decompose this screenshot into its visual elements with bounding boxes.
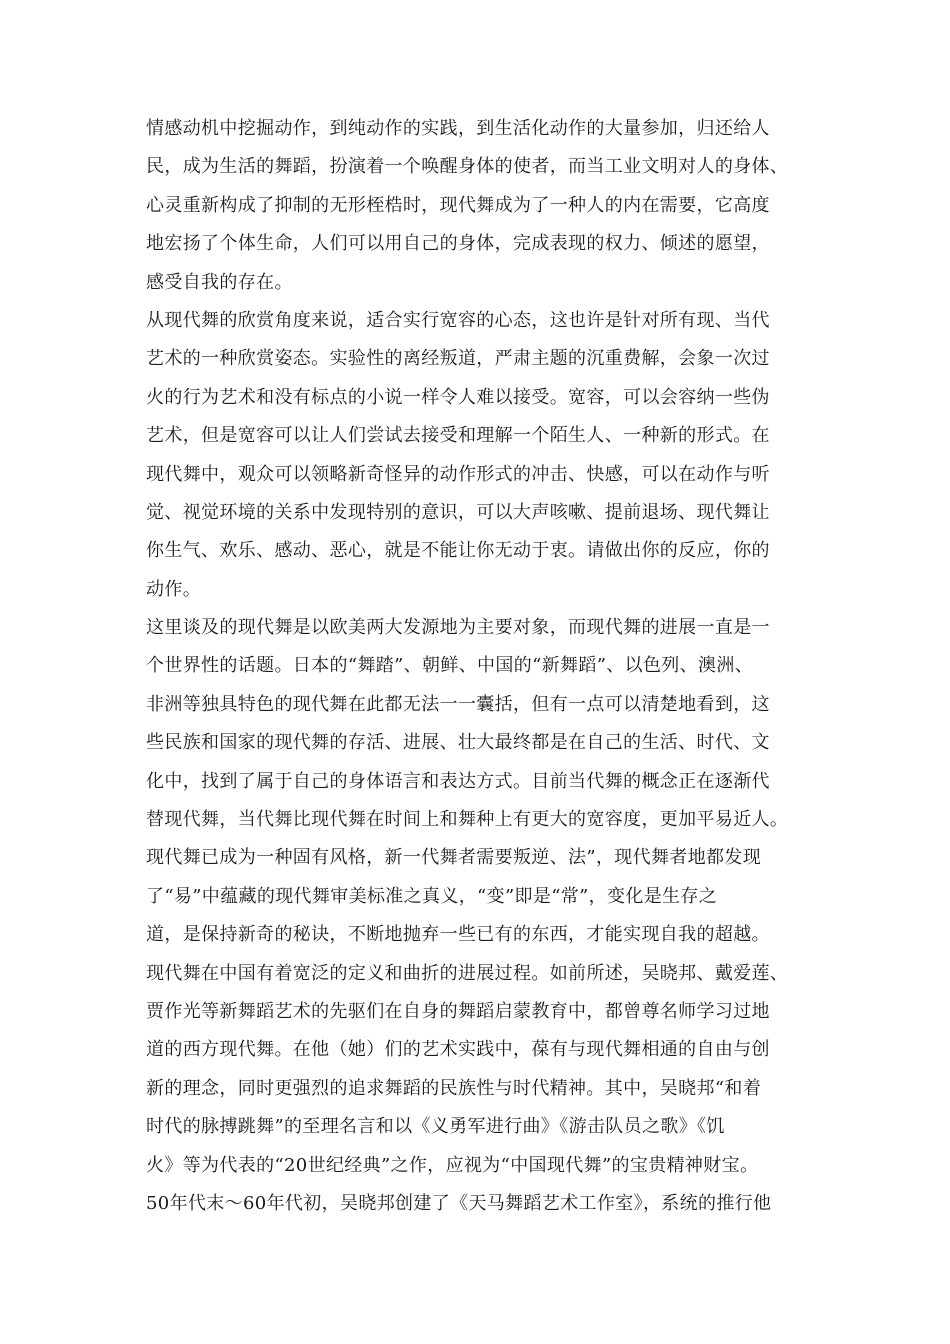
text-line: 了“易”中蕴藏的现代舞审美标准之真义，“变”即是“常”，变化是生存之	[146, 885, 718, 907]
text-line: 地宏扬了个体生命，人们可以用自己的身体，完成表现的权力、倾述的愿望，	[146, 233, 770, 255]
text-line: 非洲等独具特色的现代舞在此都无法一一囊括，但有一点可以清楚地看到，这	[146, 693, 770, 715]
text-line: 道，是保持新奇的秘诀，不断地抛弃一些已有的东西，才能实现自我的超越。	[146, 924, 770, 946]
text-line: 新的理念，同时更强烈的追求舞蹈的民族性与时代精神。其中，吴晓邦“和着	[146, 1077, 762, 1099]
text-line: 火》等为代表的“20世纪经典”之作，应视为“中国现代舞”的宝贵精神财宝。	[146, 1154, 759, 1176]
paragraph-4	[146, 955, 810, 1224]
text-line: 现代舞已成为一种固有风格，新一代舞者需要叛逆、法”，现代舞者地都发现	[146, 847, 762, 869]
text-line: 化中，找到了属于自己的身体语言和表达方式。目前当代舞的概念正在逐渐代	[146, 770, 770, 792]
text-line: 民，成为生活的舞蹈，扮演着一个唤醒身体的使者，而当工业文明对人的身体、	[146, 156, 789, 178]
text-line: 贾作光等新舞蹈艺术的先驱们在自身的舞蹈启蒙教育中，都曾尊名师学习过地	[146, 1000, 770, 1022]
text-line: 艺术的一种欣赏姿态。实验性的离经叛道，严肃主题的沉重费解，会象一次过	[146, 348, 770, 370]
text-line: 感受自我的存在。	[146, 271, 293, 293]
document-body	[146, 110, 810, 1223]
paragraph-2	[146, 302, 810, 609]
paragraph-1	[146, 110, 810, 302]
text-line: 火的行为艺术和没有标点的小说一样令人难以接受。宽容，可以会容纳一些伪	[146, 386, 770, 408]
text-line: 动作。	[146, 578, 202, 600]
text-line: 你生气、欢乐、感动、恶心，就是不能让你无动于衷。请做出你的反应，你的	[146, 540, 770, 562]
paragraph-3	[146, 609, 810, 955]
text-line: 替现代舞，当代舞比现代舞在时间上和舞种上有更大的宽容度，更加平易近人。	[146, 809, 789, 831]
text-line: 艺术，但是宽容可以让人们尝试去接受和理解一个陌生人、一种新的形式。在	[146, 425, 770, 447]
text-line: 50年代末～60年代初，吴晓邦创建了《天马舞蹈艺术工作室》，系统的推行他	[146, 1192, 772, 1214]
text-line: 现代舞中，观众可以领略新奇怪异的动作形式的冲击、快感，可以在动作与听	[146, 463, 770, 485]
text-line: 个世界性的话题。日本的“舞踏”、朝鲜、中国的“新舞蹈”、以色列、澳洲、	[146, 655, 754, 677]
text-line: 心灵重新构成了抑制的无形桎梏时，现代舞成为了一种人的内在需要，它高度	[146, 194, 770, 216]
text-line: 道的西方现代舞。在他（她）们的艺术实践中，葆有与现代舞相通的自由与创	[146, 1039, 770, 1061]
text-line: 从现代舞的欣赏角度来说，适合实行宽容的心态，这也许是针对所有现、当代	[146, 309, 770, 331]
text-line: 这里谈及的现代舞是以欧美两大发源地为主要对象，而现代舞的进展一直是一	[146, 617, 770, 639]
text-line: 情感动机中挖掘动作，到纯动作的实践，到生活化动作的大量参加，归还给人	[146, 118, 770, 139]
text-line: 现代舞在中国有着宽泛的定义和曲折的进展过程。如前所述，吴晓邦、戴爱莲、	[146, 962, 789, 984]
text-line: 些民族和国家的现代舞的存活、进展、壮大最终都是在自己的生活、时代、文	[146, 732, 770, 754]
text-line: 时代的脉搏跳舞”的至理名言和以《义勇军进行曲》《游击队员之歌》《饥	[146, 1116, 725, 1138]
text-line: 觉、视觉环境的关系中发现特别的意识，可以大声咳嗽、提前退场、现代舞让	[146, 501, 770, 523]
